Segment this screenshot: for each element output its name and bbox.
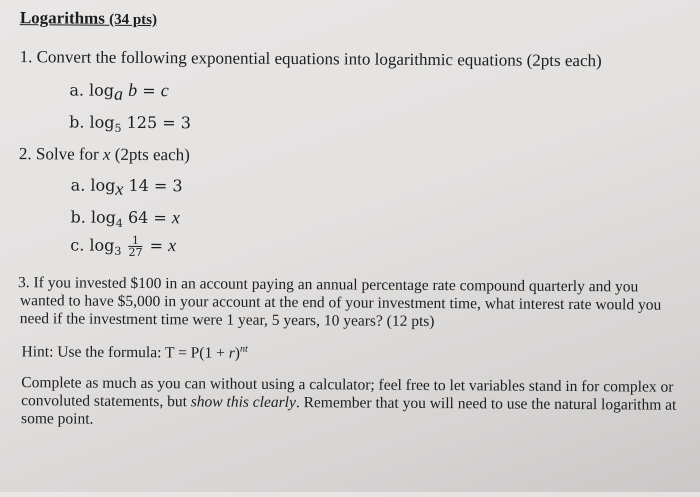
question-3-line-3: need if the investment time were 1 year, 5 years, 10 years? (12 pts) — [19, 310, 435, 331]
question-1-prompt: 1. Convert the following exponential equations into logarithmic equations (2pts each) — [19, 47, 602, 71]
fraction-one-over-27: $\frac{1}{27}$ — [128, 233, 143, 260]
question-3-line-1: 3. If you invested $100 in an account paying an annual percentage rate compound quarterly and you — [17, 274, 639, 296]
title-points: (34 pts) — [109, 11, 158, 29]
question-2c: c. $\log_3$ $\frac{1}{27}$ = x — [70, 233, 177, 260]
question-2a: a. $\log_x 14 = 3$ — [70, 175, 183, 199]
hint-formula: Hint: Use the formula: $T = P(1 + r)^{nt}$ — [21, 343, 248, 362]
note-line-2: convoluted statements, but show this clearly. Remember that you will need to use the natural logarithm at — [21, 392, 677, 414]
question-1a: a. $\log_a b = c$ — [69, 79, 169, 104]
question-3-line-2: wanted to have $5,000 in your account at the end of your investment time, what interest rate would you — [19, 292, 662, 314]
question-2b: b. $\log_4 64 = x$ — [70, 207, 181, 230]
worksheet-title: Logarithms (34 pts) — [19, 8, 158, 29]
question-1b: b. $\log_5 125 = 3$ — [69, 112, 192, 135]
note-line-1: Complete as much as you can without using a calculator; feel free to let variables stand in for complex or — [21, 374, 674, 396]
question-2-prompt: 2. Solve for x (2pts each) — [18, 144, 190, 165]
note-line-3: some point. — [21, 410, 94, 428]
